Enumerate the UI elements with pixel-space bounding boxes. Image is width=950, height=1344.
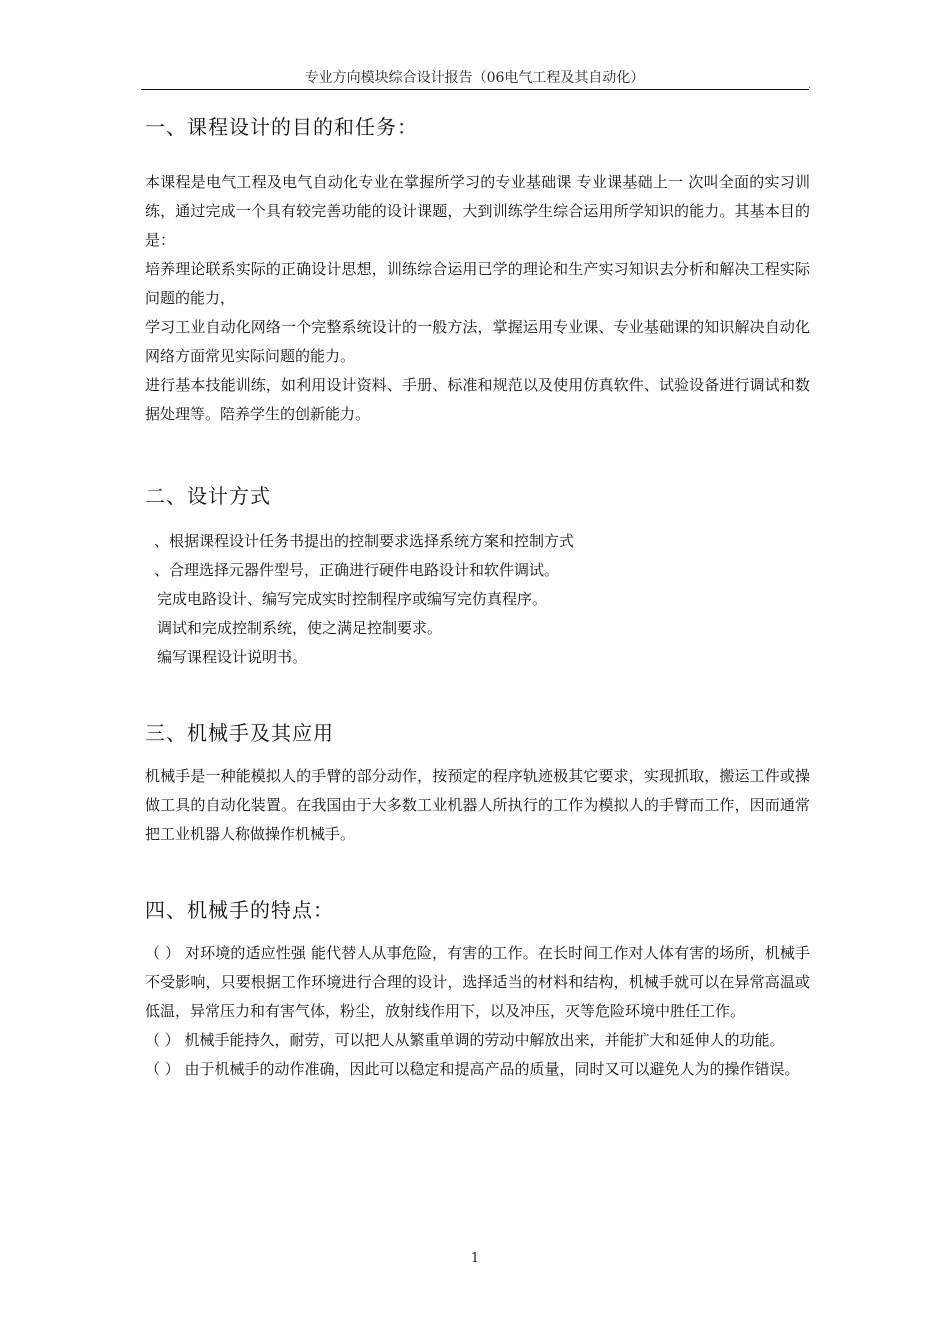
section-3-heading: 三、机械手及其应用 <box>145 721 334 745</box>
section-4-paragraph: （ ） 对环境的适应性强 能代替人从事危险，有害的工作。在长时间工作对人体有害的场所，机械手不受影响，只要根据工作环境进行合理的设计，选择适当的材料和结构，机械手就可以在异常高温或低温，异常压力和有害气体，粉尘，放射线作用下，以及冲压，灭等危险环境中胜任工作。 <box>145 944 810 1020</box>
section-1-paragraph: 学习工业自动化网络一个完整系统设计的一般方法，掌握运用专业课、专业基础课的知识解决自动化网络方面常见实际问题的能力。 <box>145 318 810 365</box>
section-1-body <box>145 168 810 429</box>
running-header: 专业方向模块综合设计报告（06电气工程及其自动化） <box>304 70 645 86</box>
spacer <box>145 429 810 481</box>
section-4-heading: 四、机械手的特点： <box>145 898 334 922</box>
section-1-paragraph: 培养理论联系实际的正确设计思想，训练综合运用已学的理论和生产实习知识去分析和解决工程实际问题的能力， <box>145 260 810 307</box>
header-mark: . <box>808 80 812 91</box>
document-body <box>145 112 810 1084</box>
section-1-paragraph: 进行基本技能训练，如利用设计资料、手册、标准和规范以及使用仿真软件、试验设备进行调试和数据处理等。陪养学生的创新能力。 <box>145 376 810 423</box>
list-item: 调试和完成控制系统，使之满足控制要求。 <box>157 619 443 637</box>
section-3-paragraph: 机械手是一种能模拟人的手臂的部分动作，按预定的程序轨迹极其它要求，实现抓取，搬运工件或操做工具的自动化装置。在我国由于大多数工业机器人所执行的工作为模拟人的手臂而工作，因而通常把工业机器人称做操作机械手。 <box>145 767 810 843</box>
list-item: 、合理选择元器件型号，正确进行硬件电路设计和软件调试。 <box>154 561 560 579</box>
section-1-heading: 一、课程设计的目的和任务： <box>145 115 418 139</box>
list-item: 完成电路设计、编写完成实时控制程序或编写完仿真程序。 <box>157 590 548 608</box>
section-2-list <box>145 527 810 672</box>
section-4-body <box>145 939 810 1084</box>
header-rule <box>141 89 809 90</box>
spacer <box>145 849 810 895</box>
section-1-paragraph: 本课程是电气工程及电气自动化专业在掌握所学习的专业基础课 专业课基础上一 次叫全面的实习训练，通过完成一个具有较完善功能的设计课题，大到训练学生综合运用所学知识的能力。其基本目的是： <box>145 173 810 249</box>
spacer <box>145 672 810 718</box>
page-number: 1 <box>470 1251 480 1266</box>
section-4-paragraph: （ ） 由于机械手的动作准确，因此可以稳定和提高产品的质量，同时又可以避免人为的操作错误。 <box>145 1060 800 1078</box>
section-4-paragraph: （ ） 机械手能持久，耐劳，可以把人从繁重单调的劳动中解放出来，并能扩大和延伸人的功能。 <box>145 1031 785 1049</box>
section-3-body <box>145 762 810 849</box>
section-2-heading: 二、设计方式 <box>145 484 271 508</box>
list-item: 、根据课程设计任务书提出的控制要求选择系统方案和控制方式 <box>154 532 575 550</box>
list-item: 编写课程设计说明书。 <box>157 648 308 666</box>
